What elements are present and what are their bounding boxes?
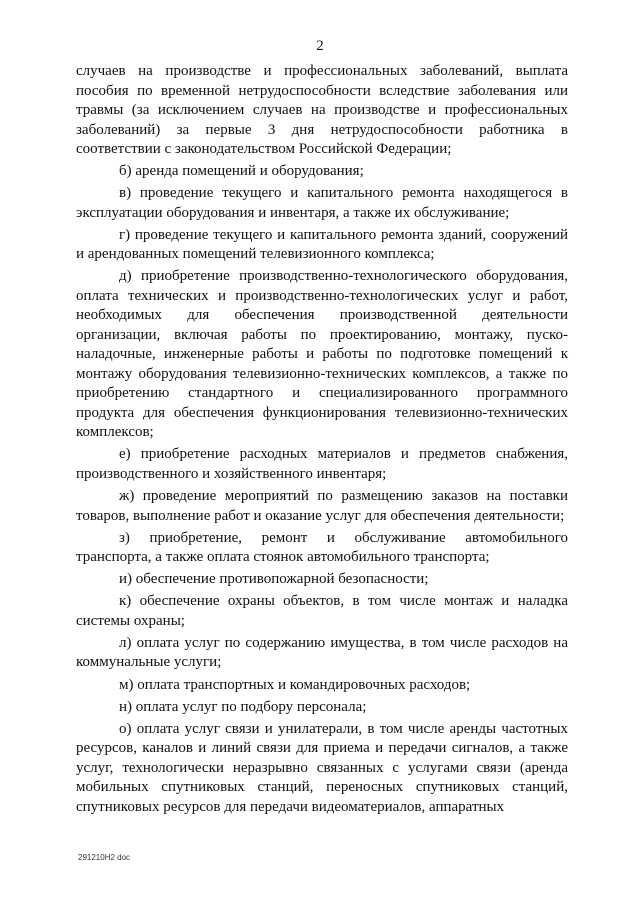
paragraph-item-o: о) оплата услуг связи и унилатерали, в том числе аренды частотных ресурсов, каналов и линий связи для приема и передачи сигналов, а также услуг, технологически неразрывно связанных с услугами связи (аренда мобильных спутниковых станций, переносных спутниковых станций, спутниковых ресурсов для передачи видеоматериалов, аппаратных: [76, 720, 568, 815]
paragraph-item-z: з) приобретение, ремонт и обслуживание автомобильного транспорта, а также оплата стоянок автомобильного транспорта;: [76, 529, 568, 566]
paragraph-item-g: г) проведение текущего и капитального ремонта зданий, сооружений и арендованных помещений телевизионного комплекса;: [76, 226, 568, 263]
paragraph-continuation: случаев на производстве и профессиональных заболеваний, выплата пособия по временной нетрудоспособности вследствие заболевания или травмы (за исключением случаев на производстве и профессиональных заболеваний) за первые 3 дня нетрудоспособности работника в соответствии с законодательством Российской Федерации;: [76, 63, 568, 157]
paragraph-item-m: м) оплата транспортных и командировочных расходов;: [119, 676, 471, 693]
paragraph-item-n: н) оплата услуг по подбору персонала;: [119, 698, 367, 715]
paragraph-item-b: б) аренда помещений и оборудования;: [119, 163, 364, 180]
document-footer-filename: 291210Н2 doc: [78, 853, 131, 862]
paragraph-item-zh: ж) проведение мероприятий по размещению заказов на поставки товаров, выполнение работ и оказание услуг для обеспечения деятельности;: [76, 488, 568, 524]
document-body: [76, 62, 568, 820]
paragraph-item-l: л) оплата услуг по содержанию имущества, в том числе расходов на коммунальные услуги;: [76, 634, 568, 671]
paragraph-item-v: в) проведение текущего и капитального ремонта находящегося в эксплуатации оборудования и инвентаря, а также их обслуживание;: [76, 185, 568, 221]
paragraph-item-d: д) приобретение производственно-технологического оборудования, оплата технических и производственно-технологических услуг и работ, необходимых для обеспечения производственной деятельности организации, включая работы по проектированию, монтажу, пуско-наладочные, инженерные работы и работы по подготовке помещений к монтажу оборудования телевизионно-технических комплексов, а также по приобретению стандартного и специализированного программного продукта для обеспечения функционирования телевизионно-технических комплексов;: [76, 268, 568, 441]
paragraph-item-e: е) приобретение расходных материалов и предметов снабжения, производственного и хозяйственного инвентаря;: [76, 446, 568, 482]
page-number: 2: [316, 38, 324, 54]
paragraph-item-i: и) обеспечение противопожарной безопасности;: [119, 571, 429, 588]
paragraph-item-k: к) обеспечение охраны объектов, в том числе монтаж и наладка системы охраны;: [76, 593, 568, 629]
